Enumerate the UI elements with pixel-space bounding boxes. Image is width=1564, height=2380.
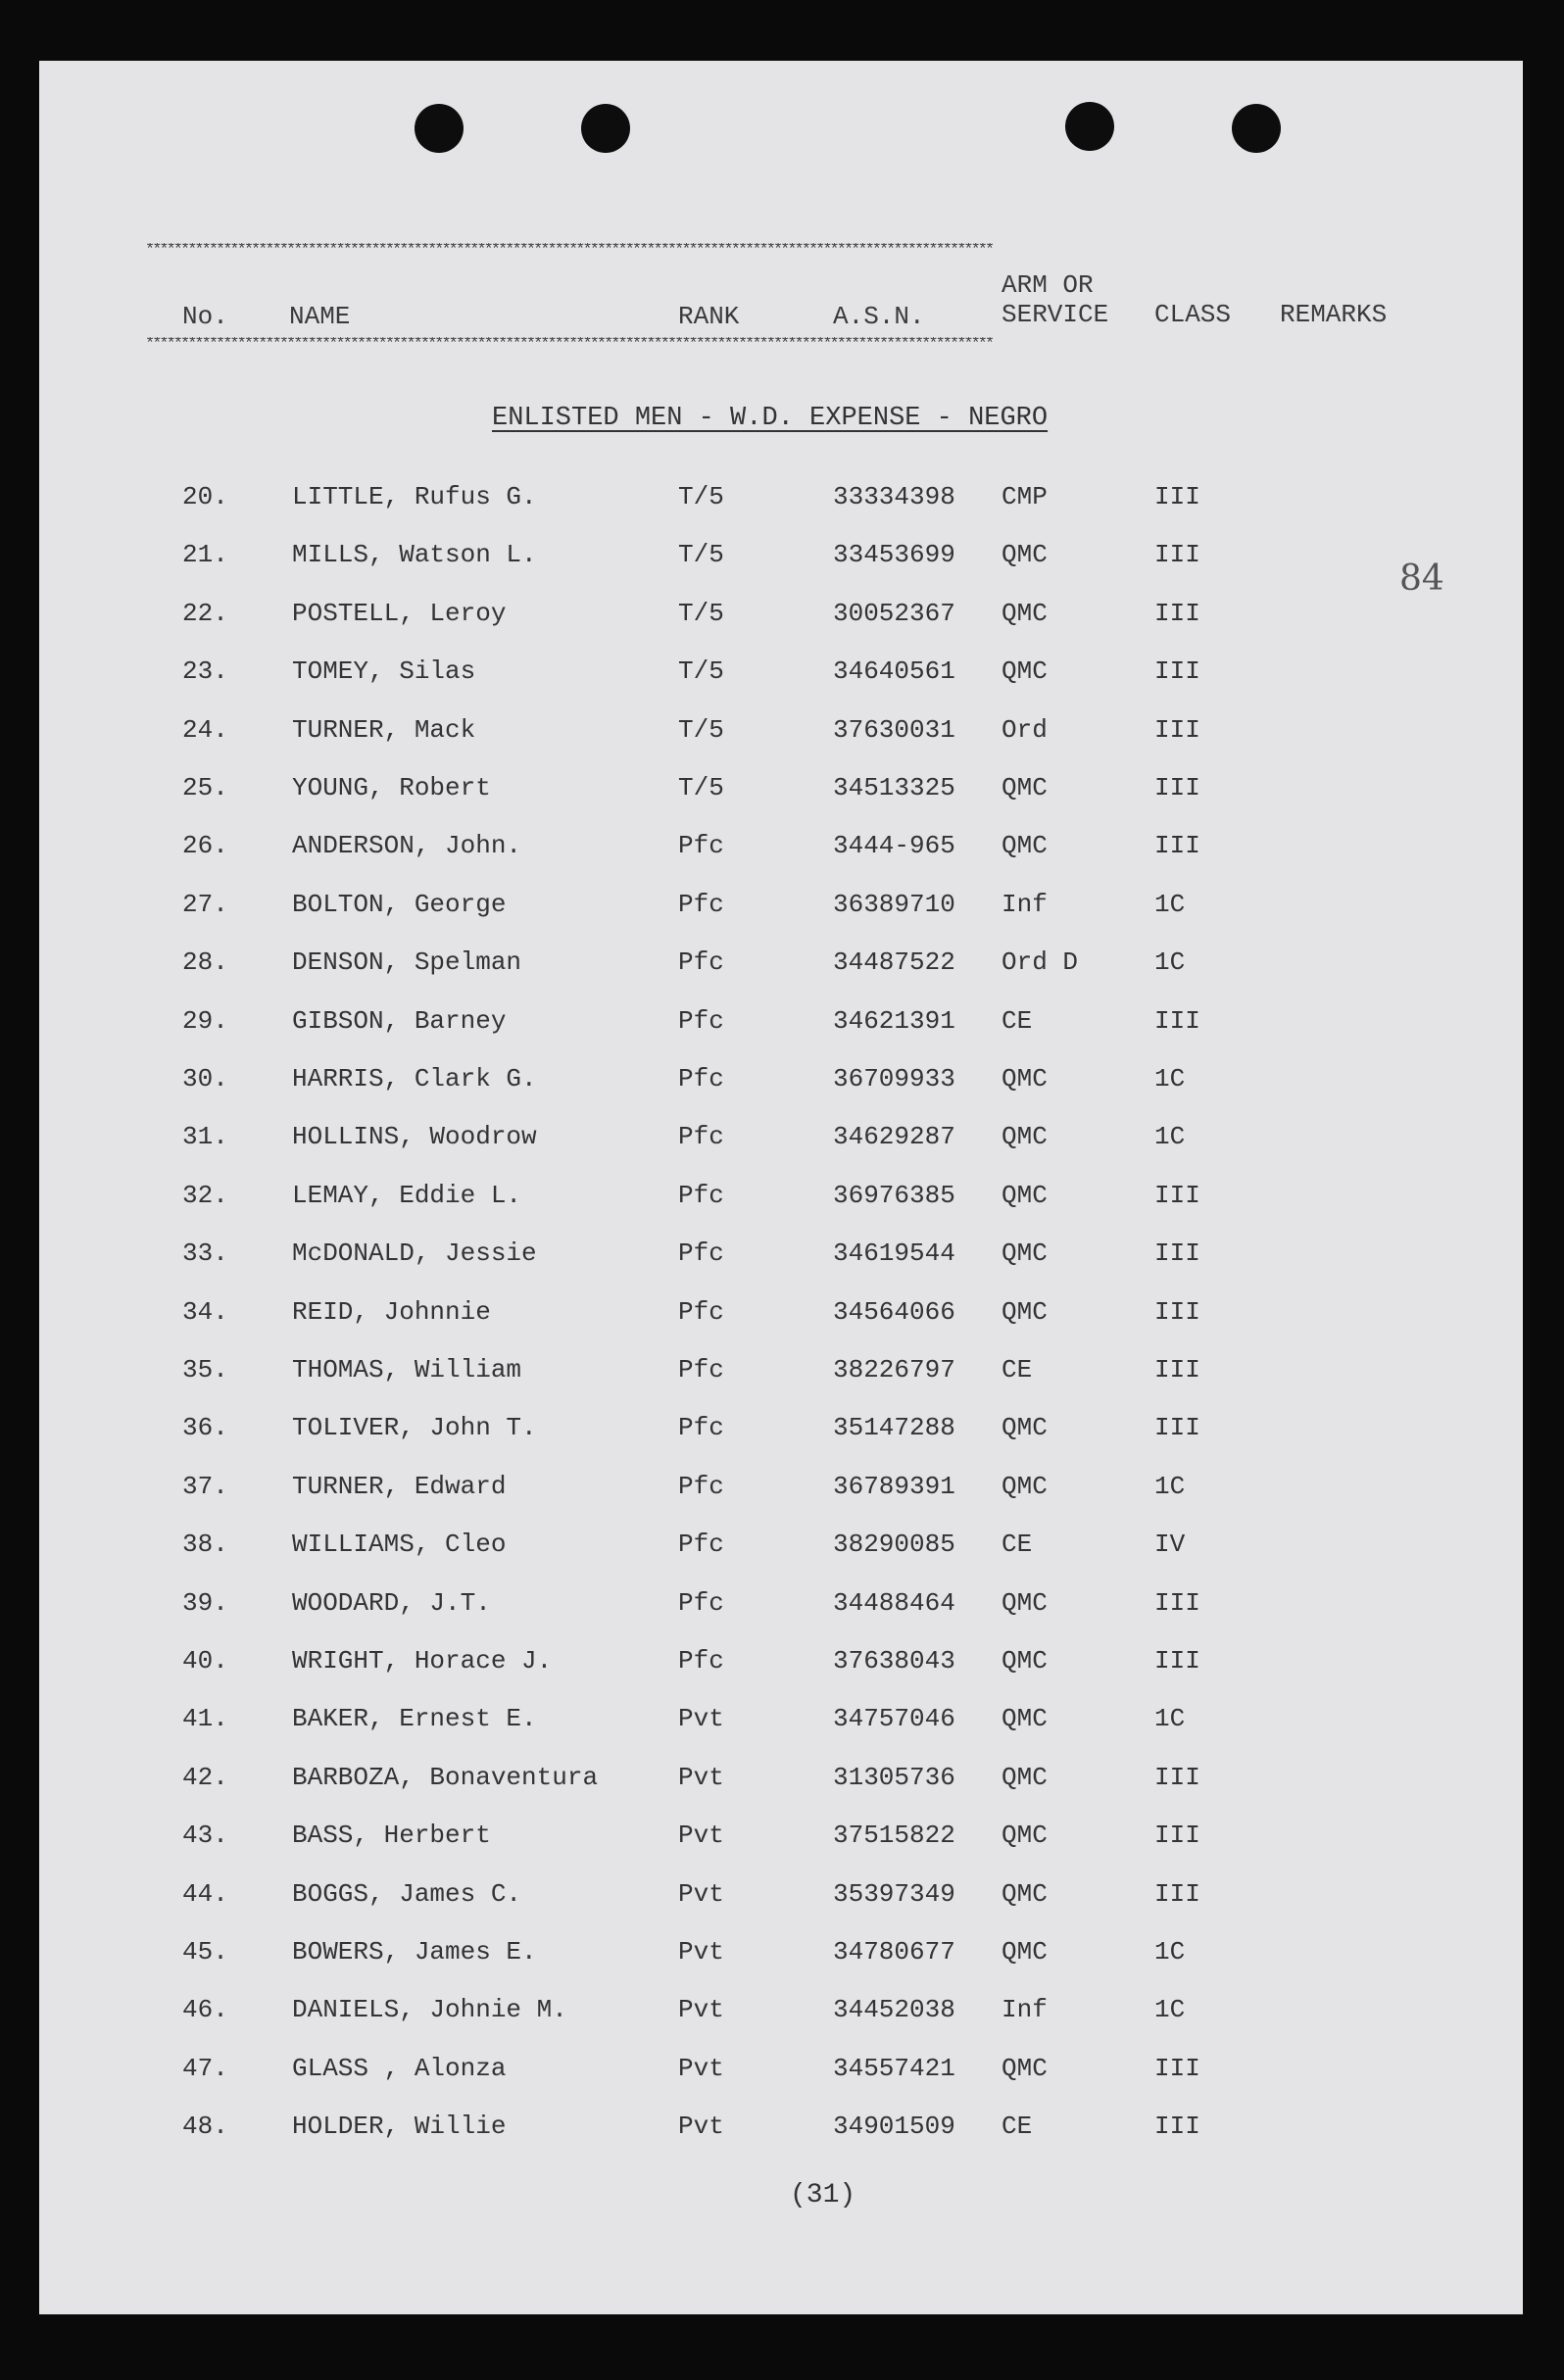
row-name: REID, Johnnie — [292, 1296, 491, 1327]
row-rank: Pfc — [678, 1471, 724, 1501]
row-name: LEMAY, Eddie L. — [292, 1180, 522, 1210]
row-asn: 36789391 — [833, 1471, 955, 1501]
row-rank: T/5 — [678, 656, 724, 687]
table-row — [0, 710, 1564, 750]
row-number: 29. — [182, 1005, 228, 1036]
row-name: THOMAS, William — [292, 1355, 522, 1384]
row-rank: Pfc — [678, 1355, 724, 1384]
row-name: MILLS, Watson L. — [292, 540, 537, 570]
row-asn: 31305736 — [833, 1762, 955, 1792]
row-class: III — [1154, 714, 1200, 745]
row-number: 33. — [182, 1239, 228, 1269]
row-class: III — [1154, 831, 1200, 861]
row-name: McDONALD, Jessie — [292, 1239, 537, 1269]
row-name: HARRIS, Clark G. — [292, 1064, 537, 1093]
row-class: III — [1154, 2053, 1200, 2083]
row-asn: 30052367 — [833, 598, 955, 628]
row-rank: Pfc — [678, 1413, 724, 1443]
row-arm-service: QMC — [1002, 1646, 1048, 1676]
row-rank: Pvt — [678, 1937, 724, 1967]
row-name: GLASS , Alonza — [292, 2053, 507, 2083]
row-asn: 35397349 — [833, 1878, 955, 1909]
row-asn: 34452038 — [833, 1995, 955, 2025]
row-asn: 34629287 — [833, 1122, 955, 1152]
row-asn: 35147288 — [833, 1413, 955, 1443]
row-class: III — [1154, 2112, 1200, 2142]
row-number: 44. — [182, 1878, 228, 1909]
row-rank: Pvt — [678, 1821, 724, 1851]
row-asn: 34557421 — [833, 2053, 955, 2083]
row-class: 1C — [1154, 1937, 1186, 1967]
row-number: 32. — [182, 1180, 228, 1210]
table-row — [0, 1408, 1564, 1447]
table-row — [0, 826, 1564, 865]
row-class: III — [1154, 773, 1200, 802]
row-rank: Pvt — [678, 1762, 724, 1792]
section-title: ENLISTED MEN - W.D. EXPENSE - NEGRO — [492, 404, 1049, 433]
header-name: NAME — [289, 302, 351, 331]
row-asn: 37515822 — [833, 1821, 955, 1851]
row-asn: 33334398 — [833, 482, 955, 511]
row-number: 37. — [182, 1471, 228, 1501]
row-number: 21. — [182, 540, 228, 570]
row-name: POSTELL, Leroy — [292, 598, 507, 628]
row-arm-service: QMC — [1002, 1704, 1048, 1734]
row-name: HOLDER, Willie — [292, 2112, 507, 2142]
row-class: III — [1154, 1821, 1200, 1851]
row-number: 43. — [182, 1821, 228, 1851]
row-class: 1C — [1154, 1704, 1186, 1734]
row-class: 1C — [1154, 1122, 1186, 1152]
table-row — [0, 1699, 1564, 1738]
table-row — [0, 1758, 1564, 1797]
row-number: 46. — [182, 1995, 228, 2025]
row-arm-service: QMC — [1002, 540, 1048, 570]
row-asn: 37638043 — [833, 1646, 955, 1676]
row-asn: 34564066 — [833, 1296, 955, 1327]
row-number: 31. — [182, 1122, 228, 1152]
row-asn: 34757046 — [833, 1704, 955, 1734]
row-arm-service: CE — [1002, 1355, 1033, 1384]
row-asn: 36709933 — [833, 1064, 955, 1093]
row-asn: 34487522 — [833, 947, 955, 978]
table-row — [0, 1292, 1564, 1332]
row-number: 36. — [182, 1413, 228, 1443]
row-class: 1C — [1154, 947, 1186, 978]
table-row — [0, 1467, 1564, 1506]
row-name: GIBSON, Barney — [292, 1005, 507, 1036]
row-asn: 34488464 — [833, 1587, 955, 1618]
table-row — [0, 652, 1564, 691]
row-rank: Pfc — [678, 947, 724, 978]
row-asn: 37630031 — [833, 714, 955, 745]
row-class: III — [1154, 1878, 1200, 1909]
table-row — [0, 1350, 1564, 1389]
table-row — [0, 2049, 1564, 2088]
row-name: TOLIVER, John T. — [292, 1413, 537, 1443]
row-number: 47. — [182, 2053, 228, 2083]
header-arm-line1: ARM OR — [1002, 270, 1094, 300]
row-arm-service: QMC — [1002, 1937, 1048, 1967]
row-class: III — [1154, 1587, 1200, 1618]
row-class: 1C — [1154, 1995, 1186, 2025]
table-row — [0, 1176, 1564, 1215]
row-name: WOODARD, J.T. — [292, 1587, 491, 1618]
table-row — [0, 477, 1564, 516]
row-rank: Pfc — [678, 1646, 724, 1676]
header-asn: A.S.N. — [833, 302, 925, 331]
row-rank: T/5 — [678, 482, 724, 511]
row-arm-service: Ord — [1002, 714, 1048, 745]
table-row — [0, 535, 1564, 574]
row-class: III — [1154, 1355, 1200, 1384]
row-name: TURNER, Mack — [292, 714, 476, 745]
row-asn: 34619544 — [833, 1239, 955, 1269]
row-asn: 34640561 — [833, 656, 955, 687]
row-asn: 38226797 — [833, 1355, 955, 1384]
row-class: III — [1154, 1296, 1200, 1327]
page-footer-number: (31) — [790, 2180, 856, 2210]
table-row — [0, 1059, 1564, 1098]
row-number: 38. — [182, 1530, 228, 1560]
row-class: III — [1154, 540, 1200, 570]
row-rank: Pvt — [678, 2112, 724, 2142]
table-row — [0, 1117, 1564, 1156]
row-name: BARBOZA, Bonaventura — [292, 1762, 599, 1792]
row-arm-service: QMC — [1002, 1471, 1048, 1501]
header-rank: RANK — [678, 302, 740, 331]
row-asn: 33453699 — [833, 540, 955, 570]
row-rank: Pfc — [678, 1587, 724, 1618]
row-arm-service: QMC — [1002, 1122, 1048, 1152]
row-number: 27. — [182, 889, 228, 919]
row-asn: 34621391 — [833, 1005, 955, 1036]
table-row — [0, 1932, 1564, 1971]
row-arm-service: QMC — [1002, 773, 1048, 802]
row-name: BOWERS, James E. — [292, 1937, 537, 1967]
row-number: 40. — [182, 1646, 228, 1676]
row-rank: Pfc — [678, 1122, 724, 1152]
row-rank: T/5 — [678, 714, 724, 745]
row-arm-service: QMC — [1002, 1296, 1048, 1327]
row-arm-service: QMC — [1002, 2053, 1048, 2083]
row-rank: T/5 — [678, 773, 724, 802]
row-rank: T/5 — [678, 598, 724, 628]
row-rank: Pvt — [678, 2053, 724, 2083]
row-number: 25. — [182, 773, 228, 802]
row-arm-service: CE — [1002, 1005, 1033, 1036]
row-rank: Pfc — [678, 1180, 724, 1210]
row-number: 42. — [182, 1762, 228, 1792]
row-arm-service: QMC — [1002, 1878, 1048, 1909]
margin-page-number: 84 — [1399, 559, 1444, 599]
row-arm-service: Inf — [1002, 1995, 1048, 2025]
row-number: 30. — [182, 1064, 228, 1093]
table-row — [0, 1525, 1564, 1564]
row-name: ANDERSON, John. — [292, 831, 522, 861]
row-rank: Pfc — [678, 889, 724, 919]
row-asn: 36389710 — [833, 889, 955, 919]
row-arm-service: QMC — [1002, 1180, 1048, 1210]
row-asn: 34901509 — [833, 2112, 955, 2142]
row-rank: Pfc — [678, 1239, 724, 1269]
row-name: YOUNG, Robert — [292, 773, 491, 802]
row-arm-service: Inf — [1002, 889, 1048, 919]
row-name: TOMEY, Silas — [292, 656, 476, 687]
row-class: III — [1154, 482, 1200, 511]
table-row — [0, 1641, 1564, 1680]
row-asn: 38290085 — [833, 1530, 955, 1560]
row-class: 1C — [1154, 1064, 1186, 1093]
row-number: 45. — [182, 1937, 228, 1967]
row-name: BOGGS, James C. — [292, 1878, 522, 1909]
row-class: III — [1154, 656, 1200, 687]
row-asn: 34780677 — [833, 1937, 955, 1967]
row-rank: Pfc — [678, 1296, 724, 1327]
row-arm-service: QMC — [1002, 1413, 1048, 1443]
table-row — [0, 885, 1564, 924]
row-name: BAKER, Ernest E. — [292, 1704, 537, 1734]
row-name: WRIGHT, Horace J. — [292, 1646, 553, 1676]
row-number: 20. — [182, 482, 228, 511]
row-rank: Pvt — [678, 1878, 724, 1909]
row-name: BASS, Herbert — [292, 1821, 491, 1851]
row-arm-service: CMP — [1002, 482, 1048, 511]
row-asn: 36976385 — [833, 1180, 955, 1210]
row-rank: Pfc — [678, 1064, 724, 1093]
row-class: III — [1154, 598, 1200, 628]
row-class: 1C — [1154, 1471, 1186, 1501]
header-class: CLASS — [1154, 300, 1232, 329]
table-row — [0, 1001, 1564, 1041]
row-arm-service: QMC — [1002, 1587, 1048, 1618]
row-arm-service: QMC — [1002, 598, 1048, 628]
header-remarks: REMARKS — [1280, 300, 1388, 329]
row-number: 39. — [182, 1587, 228, 1618]
row-rank: Pvt — [678, 1995, 724, 2025]
row-number: 23. — [182, 656, 228, 687]
row-number: 34. — [182, 1296, 228, 1327]
header-rule-bottom: ************************************************************************************************************************ — [145, 337, 993, 353]
table-row — [0, 1583, 1564, 1623]
row-name: LITTLE, Rufus G. — [292, 482, 537, 511]
table-row — [0, 1990, 1564, 2029]
row-arm-service: QMC — [1002, 1064, 1048, 1093]
row-number: 48. — [182, 2112, 228, 2142]
row-name: HOLLINS, Woodrow — [292, 1122, 537, 1152]
row-arm-service: QMC — [1002, 831, 1048, 861]
row-name: BOLTON, George — [292, 889, 507, 919]
header-rule-top: ************************************************************************************************************************ — [145, 243, 993, 259]
row-class: III — [1154, 1005, 1200, 1036]
table-row — [0, 1816, 1564, 1855]
row-number: 22. — [182, 598, 228, 628]
table-row — [0, 2107, 1564, 2146]
row-number: 35. — [182, 1355, 228, 1384]
row-class: III — [1154, 1646, 1200, 1676]
row-rank: T/5 — [678, 540, 724, 570]
row-class: III — [1154, 1239, 1200, 1269]
row-name: TURNER, Edward — [292, 1471, 507, 1501]
table-row — [0, 1234, 1564, 1273]
row-number: 41. — [182, 1704, 228, 1734]
row-class: III — [1154, 1180, 1200, 1210]
row-rank: Pvt — [678, 1704, 724, 1734]
row-arm-service: QMC — [1002, 656, 1048, 687]
row-arm-service: Ord D — [1002, 947, 1079, 978]
row-number: 28. — [182, 947, 228, 978]
row-arm-service: QMC — [1002, 1821, 1048, 1851]
row-class: 1C — [1154, 889, 1186, 919]
row-asn: 3444-965 — [833, 831, 955, 861]
row-name: DANIELS, Johnie M. — [292, 1995, 567, 2025]
row-name: WILLIAMS, Cleo — [292, 1530, 507, 1560]
row-asn: 34513325 — [833, 773, 955, 802]
row-arm-service: QMC — [1002, 1762, 1048, 1792]
table-row — [0, 1874, 1564, 1914]
row-number: 24. — [182, 714, 228, 745]
header-arm-line2: SERVICE — [1002, 300, 1109, 329]
row-rank: Pfc — [678, 1005, 724, 1036]
row-rank: Pfc — [678, 1530, 724, 1560]
row-class: III — [1154, 1413, 1200, 1443]
table-row — [0, 768, 1564, 807]
row-rank: Pfc — [678, 831, 724, 861]
table-row — [0, 943, 1564, 982]
row-name: DENSON, Spelman — [292, 947, 522, 978]
row-class: IV — [1154, 1530, 1186, 1560]
row-arm-service: CE — [1002, 2112, 1033, 2142]
header-no: No. — [182, 302, 228, 331]
row-arm-service: CE — [1002, 1530, 1033, 1560]
row-arm-service: QMC — [1002, 1239, 1048, 1269]
row-number: 26. — [182, 831, 228, 861]
row-class: III — [1154, 1762, 1200, 1792]
table-row — [0, 594, 1564, 633]
